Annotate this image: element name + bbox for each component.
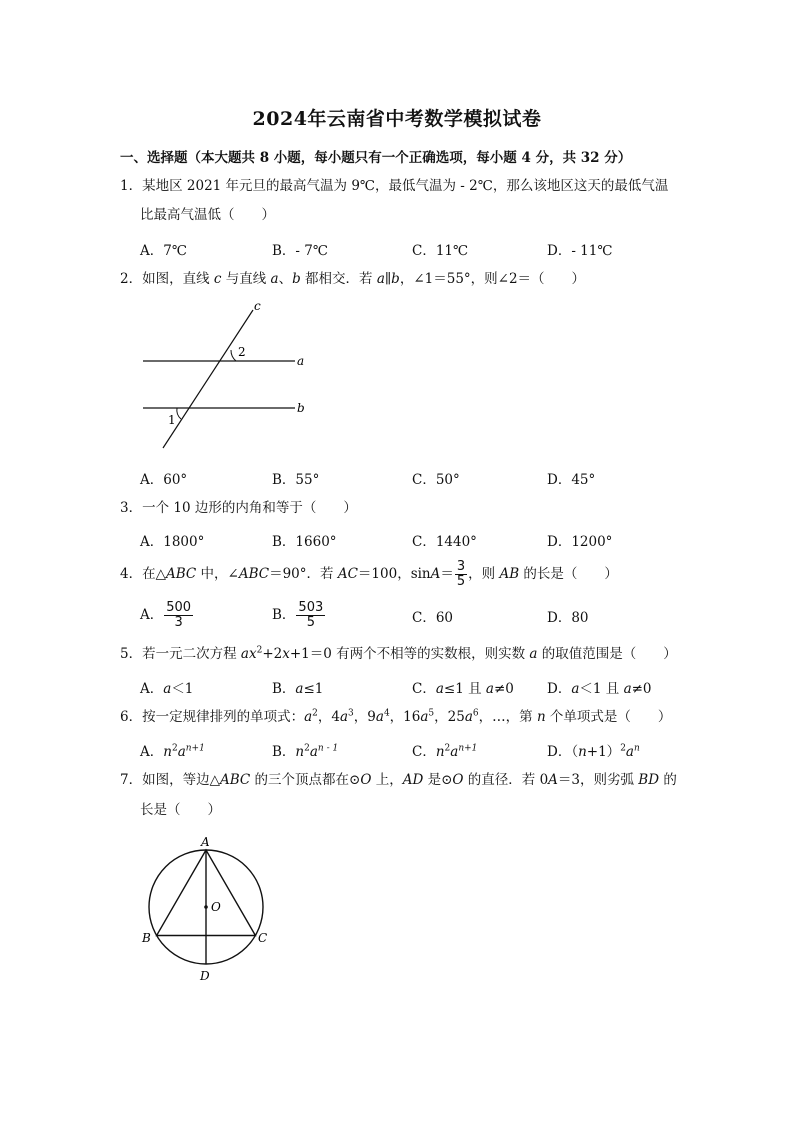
question-number: 7．	[120, 772, 143, 788]
exponent: 2	[444, 743, 451, 754]
paren: +1）	[586, 744, 621, 760]
option-label: D．	[547, 744, 572, 760]
q4-option-a	[140, 600, 194, 630]
text: ，25	[434, 709, 465, 725]
question-number: 3．	[120, 500, 143, 516]
label-c: C	[258, 931, 268, 945]
question-1	[120, 177, 668, 195]
label-a: a	[297, 354, 305, 368]
var-n: n	[536, 709, 546, 725]
question-number: 5．	[120, 646, 143, 662]
q4-option-d: D．80	[547, 610, 589, 626]
text: 个单项式是（ ）	[545, 709, 672, 725]
option-text: ≤1	[303, 681, 324, 697]
question-2	[120, 270, 585, 288]
var-a: a	[309, 744, 318, 760]
q2-option-a: A．60°	[140, 472, 188, 488]
section-heading: 一、选择题（本大题共 8 小题，每小题只有一个正确选项，每小题 4 分，共 32 分）	[120, 150, 632, 166]
var-ad: AD	[402, 772, 424, 788]
option-label: A．	[140, 744, 164, 760]
q4-option-b	[272, 600, 326, 630]
parallel-lines-figure	[135, 298, 325, 454]
exponent: 3	[348, 708, 354, 719]
angle-2-arc	[231, 350, 236, 361]
var-c: c	[213, 271, 222, 287]
question-number: 6．	[120, 709, 143, 725]
denominator: 5	[306, 615, 315, 630]
var-a: a	[623, 681, 632, 697]
q5-option-c	[412, 677, 514, 697]
exponent: n - 1	[317, 743, 339, 754]
var-x: x	[248, 646, 257, 662]
exponent: 4	[383, 708, 390, 719]
option-text: ≤1 且	[443, 681, 486, 697]
question-number: 4．	[120, 566, 143, 582]
var-a: a	[529, 646, 538, 662]
question-7	[120, 771, 677, 789]
q5-option-a	[140, 677, 193, 697]
var-o: O	[360, 772, 372, 788]
var-abc: ABC	[219, 772, 251, 788]
var-a: a	[485, 681, 494, 697]
text: ，9	[353, 709, 376, 725]
label-b: B	[142, 931, 151, 945]
text: ，16	[389, 709, 421, 725]
option-label: A．	[140, 681, 164, 697]
q1-option-c: C．11℃	[412, 243, 469, 259]
exponent: n+1	[185, 743, 205, 754]
text: 是⊙	[423, 772, 453, 788]
var-abc: ABC	[165, 566, 197, 582]
text: ＝	[440, 566, 454, 582]
option-text: ＜1	[171, 681, 194, 697]
q5-option-d	[547, 677, 652, 697]
q6-option-a	[140, 740, 205, 760]
q1-option-a: A．7℃	[140, 243, 187, 259]
text: 与直线	[221, 271, 271, 287]
var-a: a	[625, 744, 634, 760]
var-a: a	[270, 271, 279, 287]
label-b: b	[297, 401, 305, 415]
question-text: 某地区 2021 年元旦的最高气温为 9℃，最低气温为 - 2℃，那么该地区这天的最低气温	[142, 178, 669, 194]
q2-option-c: C．50°	[412, 472, 460, 488]
q3-option-c: C．1440°	[412, 534, 477, 550]
var-a: a	[177, 744, 186, 760]
q2-option-d: D．45°	[547, 472, 596, 488]
option-label: B．	[272, 744, 296, 760]
option-text: ≠0	[631, 681, 652, 697]
var-abc: ABC	[238, 566, 270, 582]
paren: （	[571, 744, 579, 760]
var-n: n	[163, 744, 172, 760]
option-label: C．	[412, 744, 436, 760]
text: ＝90°．若	[269, 566, 338, 582]
q6-option-c	[412, 740, 477, 760]
var-a: a	[450, 744, 459, 760]
parallel-symbol: ∥	[384, 271, 392, 287]
q5-option-b	[272, 677, 323, 697]
line-c	[163, 310, 253, 448]
question-5	[120, 645, 677, 663]
text: ，4	[317, 709, 340, 725]
text: ＝3，则劣弧	[557, 772, 639, 788]
question-text: 一个 10 边形的内角和等于（ ）	[142, 500, 357, 516]
option-label: C．	[412, 681, 436, 697]
var-a: a	[163, 681, 172, 697]
center-point	[204, 905, 208, 909]
exponent: 2	[312, 708, 318, 719]
text: 的取值范围是（ ）	[537, 646, 677, 662]
exponent: n	[633, 743, 640, 754]
label-angle-2: 2	[238, 345, 246, 359]
var-n: n	[435, 744, 445, 760]
q1-option-d: D．- 11℃	[547, 243, 613, 259]
var-a: a	[295, 681, 304, 697]
text: 如图，直线	[142, 271, 214, 287]
text: 的长是（ ）	[519, 566, 618, 582]
option-label: D．	[547, 681, 572, 697]
text: 在△	[142, 566, 166, 582]
numerator: 500	[166, 600, 192, 615]
exponent: n+1	[458, 743, 478, 754]
q3-option-a: A．1800°	[140, 534, 205, 550]
text: 、	[278, 271, 293, 287]
question-6	[120, 708, 671, 726]
label-angle-1: 1	[168, 413, 176, 427]
question-3	[120, 499, 357, 517]
var-n: n	[295, 744, 305, 760]
q6-option-b	[272, 740, 338, 760]
var-a: a	[571, 681, 580, 697]
text: 都相交．若	[300, 271, 377, 287]
question-number: 2．	[120, 271, 143, 287]
var-a: a	[435, 681, 444, 697]
var-a: A	[430, 566, 441, 582]
option-text: ＜1 且	[579, 681, 624, 697]
q3-option-b: B．1660°	[272, 534, 337, 550]
var-a: a	[375, 709, 384, 725]
label-c: c	[254, 299, 261, 313]
fraction	[164, 601, 193, 630]
var-a: a	[240, 646, 249, 662]
var-bd: BD	[638, 772, 660, 788]
text: +2	[262, 646, 283, 662]
text: ，…，第	[478, 709, 537, 725]
var-a: a	[464, 709, 473, 725]
text: 若一元二次方程	[142, 646, 241, 662]
question-7-line2: 长是（ ）	[140, 802, 221, 818]
text: ，∠1＝55°，则∠2＝（ ）	[399, 271, 586, 287]
q4-option-c: C．60	[412, 610, 454, 626]
text: 如图，等边△	[142, 772, 220, 788]
numerator: 3	[456, 559, 466, 574]
var-n: n	[578, 744, 587, 760]
question-4	[120, 560, 618, 589]
text: 中，∠	[196, 566, 239, 582]
angle-1-arc	[177, 408, 181, 419]
text: 上，	[371, 772, 403, 788]
var-a: a	[339, 709, 349, 725]
text: +1＝0 有两个不相等的实数根，则实数	[289, 646, 530, 662]
exponent: 6	[472, 708, 479, 719]
question-1-line2: 比最高气温低（ ）	[140, 207, 275, 223]
var-a: a	[376, 271, 385, 287]
numerator: 503	[298, 600, 324, 615]
q2-option-b: B．55°	[272, 472, 320, 488]
q1-option-b: B．- 7℃	[272, 243, 328, 259]
text: ＝100，sin	[357, 566, 431, 582]
var-a: a	[420, 709, 429, 725]
var-ac: AC	[337, 566, 358, 582]
fraction	[296, 601, 325, 630]
text: 的	[659, 772, 677, 788]
var-a: A	[548, 772, 558, 788]
exponent: 2	[256, 645, 263, 656]
exponent: 2	[304, 743, 310, 754]
circle-triangle-figure	[134, 832, 284, 984]
q6-option-d	[547, 740, 640, 760]
option-text: ≠0	[493, 681, 514, 697]
var-b: b	[292, 271, 301, 287]
text: 的三个顶点都在⊙	[250, 772, 361, 788]
text: ，则	[468, 566, 500, 582]
denominator: 5	[456, 574, 466, 589]
var-ab: AB	[499, 566, 520, 582]
fraction-3-5	[455, 560, 467, 589]
label-d: D	[200, 969, 210, 983]
option-label: B．	[272, 607, 296, 623]
var-b: b	[391, 271, 400, 287]
text: 的直径．若 0	[463, 772, 549, 788]
exponent: 5	[428, 708, 435, 719]
label-o: O	[211, 900, 221, 914]
var-a: a	[304, 709, 313, 725]
exponent: 2	[171, 743, 178, 754]
option-label: B．	[272, 681, 296, 697]
exponent: 2	[620, 743, 626, 754]
label-a: A	[201, 835, 210, 849]
q3-option-d: D．1200°	[547, 534, 613, 550]
var-x: x	[282, 646, 290, 662]
denominator: 3	[174, 615, 183, 630]
text: 按一定规律排列的单项式：	[142, 709, 305, 725]
var-o: O	[452, 772, 464, 788]
page-title: 2024年云南省中考数学模拟试卷	[252, 108, 542, 130]
option-label: A．	[140, 607, 164, 623]
question-number: 1．	[120, 178, 143, 194]
